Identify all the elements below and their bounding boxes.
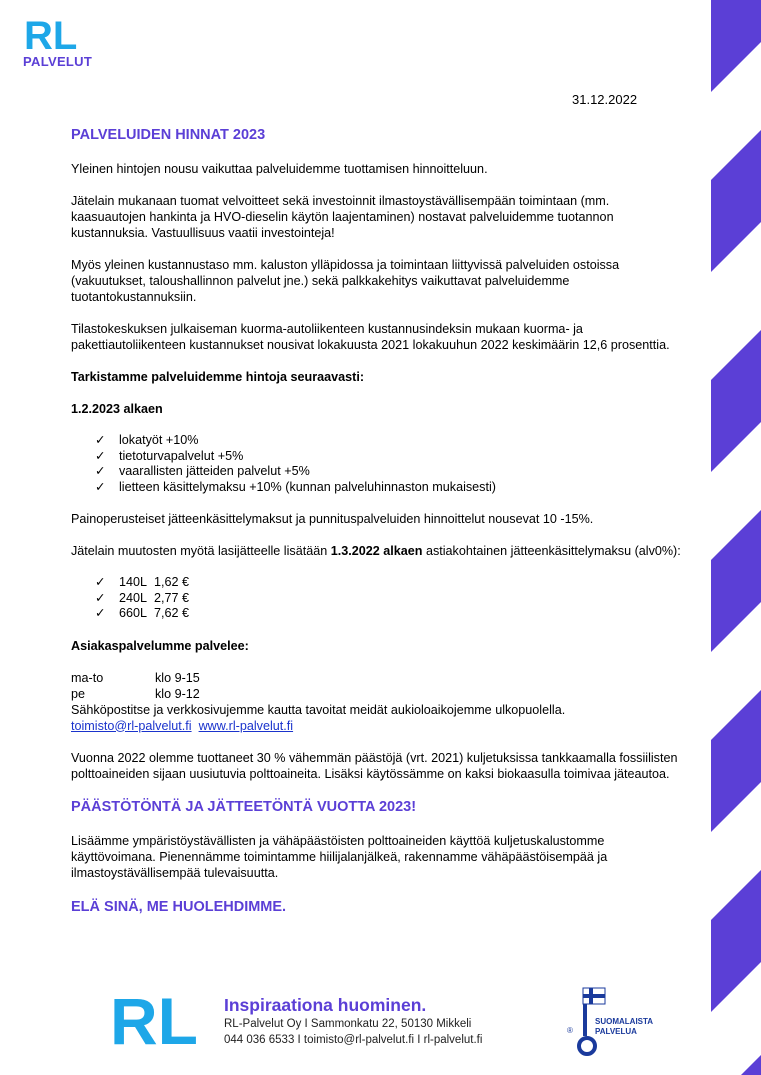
svg-text:RL: RL xyxy=(110,988,198,1048)
svg-text:®: ® xyxy=(567,1026,573,1035)
document-date: 31.12.2022 xyxy=(572,92,638,107)
svg-text:PALVELUA: PALVELUA xyxy=(595,1027,637,1036)
list-item: ✓ tietoturvapalvelut +5% xyxy=(95,448,244,463)
pricing-heading: Tarkistamme palveluidemme hintoja seuraavasti: xyxy=(71,370,365,384)
website-link[interactable]: www.rl-palvelut.fi xyxy=(198,718,294,733)
svg-text:SUOMALAISTA: SUOMALAISTA xyxy=(595,1017,653,1026)
list-item: ✓ 140L 1,62 € xyxy=(95,575,190,589)
check-icon: ✓ xyxy=(95,606,106,620)
company-logo xyxy=(22,14,98,69)
list-item: ✓ lietteen käsittelymaksu +10% (kunnan palveluhinnaston mukaisesti) xyxy=(95,479,496,494)
document-body xyxy=(71,126,686,916)
paragraph-emissions: Vuonna 2022 olemme tuottaneet 30 % vähemmän päästöjä (vrt. 2021) kuljetuksissa tankkaamalla fossiilisten polttoaineiden sijaan uusiutuvia polttoaineita. Lisäksi käytössämme on kaksi biokaasulla toimivaa jäteautoa. xyxy=(71,750,678,781)
footer-contact: 044 036 6533 I toimisto@rl-palvelut.fi I rl-palvelut.fi xyxy=(224,1034,483,1046)
effective-date: 1.2.2023 alkaen xyxy=(71,402,163,416)
check-icon: ✓ xyxy=(95,464,106,478)
check-icon: ✓ xyxy=(95,448,106,463)
contact-paragraph: Sähköpostitse ja verkkosivujemme kautta tavoitat meidät aukioloaikojemme ulkopuolella. xyxy=(71,702,566,717)
footer-tagline: Inspiraationa huominen. xyxy=(224,995,427,1015)
paragraph-weight-fees: Painoperusteiset jätteenkäsittelymaksut ja punnituspalveluiden hinnoittelut nousevat 10 -15%. xyxy=(71,512,594,526)
logo-name: PALVELUT xyxy=(23,54,93,69)
footer-rl-logo-icon xyxy=(110,988,202,1048)
rl-logo-icon xyxy=(22,14,82,52)
paragraph-glass-fee: Jätelain muutosten myötä lasijätteelle lisätään 1.3.2022 alkaen astiakohtainen jätteenkäsittelymaksu (alv0%): xyxy=(71,544,681,558)
email-link[interactable]: toimisto@rl-palvelut.fi xyxy=(71,718,192,733)
customer-service-heading: Asiakaspalvelumme palvelee: xyxy=(71,638,249,653)
check-icon: ✓ xyxy=(95,590,106,605)
paragraph-fuels: Lisäämme ympäristöystävällisten ja vähäpäästöisten polttoaineiden käyttöä kuljetuskalustomme käyttövoimana. Pienennämme toimintamme hiilijalanjälkeä, rakennamme vähäpäästöisempää ja ilmastoystävällisempää tulevaisuutta. xyxy=(71,833,608,880)
svg-text:RL: RL xyxy=(24,14,78,52)
paragraph-4: Tilastokeskuksen julkaiseman kuorma-autoliikenteen kustannusindeksin mukaan kuorma- ja pakettiautoliikenteen kustannukset nousivat lokakuusta 2021 lokakuuhun 2022 keskimäärin 12,6 prosenttia. xyxy=(71,322,670,352)
paragraph-2: Jätelain mukanaan tuomat velvoitteet sekä investoinnit ilmastoystävällisempään toimintaan (mm. kaasuautojen hankinta ja HVO-dieselin käytön laajentaminen) nostavat palveluidemme tuotannon kustannuksia. Vastuullisuus vaatii investointeja! xyxy=(71,194,614,240)
list-item: ✓ 240L 2,77 € xyxy=(95,590,190,605)
page-title: PALVELUIDEN HINNAT 2023 xyxy=(71,127,266,143)
suomalaista-palvelua-badge-icon xyxy=(563,986,653,1056)
list-item: ✓ 660L 7,62 € xyxy=(95,606,190,620)
glass-fee-list xyxy=(71,575,686,622)
contact-links xyxy=(71,718,686,734)
slogan-heading: ELÄ SINÄ, ME HUOLEHDIMME. xyxy=(71,898,287,915)
check-icon: ✓ xyxy=(95,575,106,589)
list-item: ✓ lokatyöt +10% xyxy=(95,433,199,447)
footer-info xyxy=(224,994,544,1048)
section-heading-zero-emission: PÄÄSTÖTÖNTÄ JA JÄTTEETÖNTÄ VUOTTA 2023! xyxy=(71,798,417,815)
list-item: ✓ vaarallisten jätteiden palvelut +5% xyxy=(95,464,310,478)
check-icon: ✓ xyxy=(95,479,106,494)
hours-row: ma-to klo 9-15 xyxy=(71,670,200,685)
price-increase-list xyxy=(71,433,686,495)
footer-address: RL-Palvelut Oy I Sammonkatu 22, 50130 Mikkeli xyxy=(224,1018,472,1030)
paragraph-1: Yleinen hintojen nousu vaikuttaa palveluidemme tuottamisen hinnoitteluun. xyxy=(71,162,488,176)
check-icon: ✓ xyxy=(95,433,106,447)
hours-row: pe klo 9-12 xyxy=(71,686,200,701)
paragraph-3: Myös yleinen kustannustaso mm. kaluston ylläpidossa ja toimintaan liittyvissä palveluiden ostoissa (vakuutukset, taloushallinnon palvelut jne.) sekä palkkakehitys vaikuttavat palveluidemme tuotantokustannuksiin. xyxy=(71,258,620,304)
